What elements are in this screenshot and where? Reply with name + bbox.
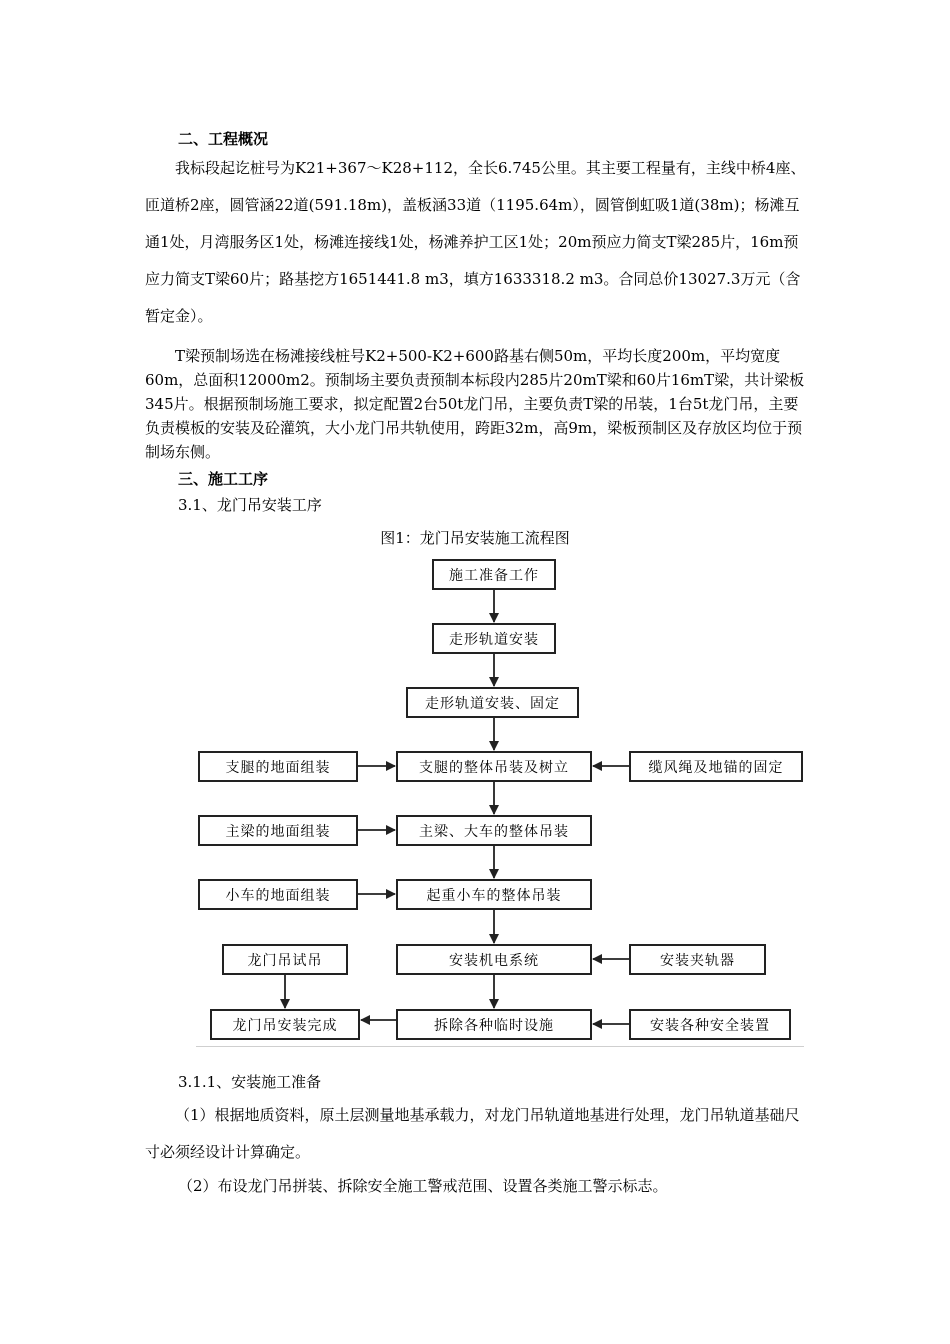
flow-rail-clamp: 安装夹轨器 bbox=[629, 944, 766, 975]
prep-item-2: （2）布设龙门吊拼装、拆除安全施工警戒范围、设置各类施工警示标志。 bbox=[178, 1177, 668, 1195]
flow-step-girder-lift: 主梁、大车的整体吊装 bbox=[396, 815, 592, 846]
section-3-heading: 三、施工工序 bbox=[178, 470, 269, 488]
flow-step-track-install: 走形轨道安装 bbox=[432, 623, 556, 654]
flow-leg-ground-assembly: 支腿的地面组装 bbox=[198, 751, 358, 782]
flow-safety-devices: 安装各种安全装置 bbox=[629, 1009, 791, 1040]
flow-girder-ground-assembly: 主梁的地面组装 bbox=[198, 815, 358, 846]
prep-item-1: （1）根据地质资料，原土层测量地基承载力，对龙门吊轨道地基进行处理，龙门吊轨道基础尺寸必须经设计计算确定。 bbox=[145, 1106, 800, 1161]
flow-step-trolley-lift: 起重小车的整体吊装 bbox=[396, 879, 592, 910]
flow-step-track-fix: 走形轨道安装、固定 bbox=[406, 687, 579, 718]
subsection-3-1-1-heading: 3.1.1、安装施工准备 bbox=[178, 1073, 322, 1091]
flow-trolley-ground-assembly: 小车的地面组装 bbox=[198, 879, 358, 910]
flow-install-complete: 龙门吊安装完成 bbox=[210, 1009, 360, 1040]
figure-caption: 图1：龙门吊安装施工流程图 bbox=[380, 529, 570, 547]
flow-step-remove-temp: 拆除各种临时设施 bbox=[396, 1009, 592, 1040]
flow-step-electrical: 安装机电系统 bbox=[396, 944, 592, 975]
precast-yard-paragraph: T梁预制场选在杨滩接线桩号K2+500-K2+600路基右侧50m，平均长度200m，平均宽度60m，总面积12000m2。预制场主要负责预制本标段内285片20mT梁和60片16mT梁，共计梁板345片。根据预制场施工要求，拟定配置2台50t龙门吊，主要负责T梁的吊装，1台5t龙门吊，主要负责模板的安装及砼灌筑，大小龙门吊共轨使用，跨距32m，高9m，梁板预制区及存放区均位于预制场东侧。 bbox=[145, 347, 805, 461]
project-overview-paragraph: 我标段起讫桩号为K21+367～K28+112，全长6.745公里。其主要工程量有，主线中桥4座、匝道桥2座，圆管涵22道(591.18m)，盖板涵33道（1195.64m），圆管倒虹吸1道(38m)；杨滩互通1处，月湾服务区1处，杨滩连接线1处，杨滩养护工区1处；20m预应力简支T梁285片，16m预应力简支T梁60片；路基挖方1651441.8 m3，填方1633318.2 m3。合同总价13027.3万元（含暂定金）。 bbox=[145, 159, 806, 325]
flow-guy-rope-anchor: 缆风绳及地锚的固定 bbox=[629, 751, 803, 782]
flow-trial-lift: 龙门吊试吊 bbox=[222, 944, 348, 975]
section-2-heading: 二、工程概况 bbox=[178, 130, 269, 148]
subsection-3-1-heading: 3.1、龙门吊安装工序 bbox=[178, 496, 322, 514]
flow-step-leg-lift: 支腿的整体吊装及树立 bbox=[396, 751, 592, 782]
figure-separator bbox=[196, 1046, 804, 1047]
flow-step-prep: 施工准备工作 bbox=[432, 559, 556, 590]
